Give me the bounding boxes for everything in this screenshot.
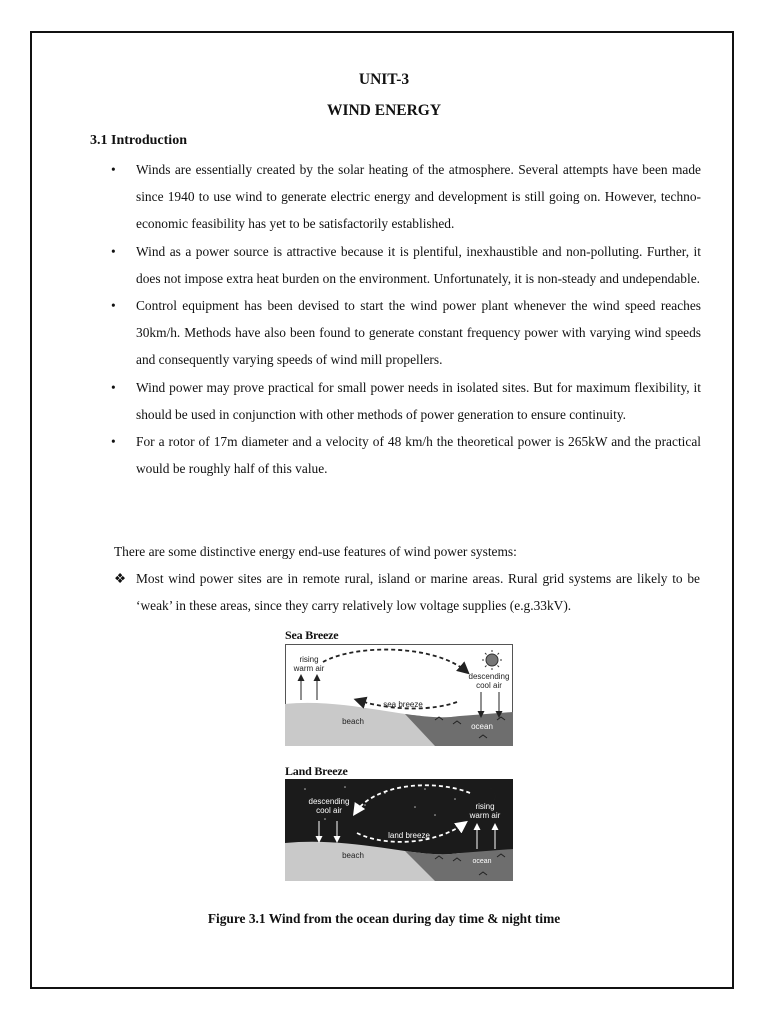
- bullet-list: [111, 156, 701, 482]
- figure-caption: Figure 3.1 Wind from the ocean during day time & night time: [207, 911, 561, 926]
- feature-item: [114, 565, 700, 619]
- section-heading: 3.1 Introduction: [90, 133, 187, 148]
- sea-breeze-title: Sea Breeze: [285, 628, 339, 642]
- bullet-text: Wind as a power source is attractive because it is plentiful, inexhaustible and non-polluting. Further, it does not impose extra heat burden on the environment. Unfortunately, it is non-steady and undependable.: [136, 243, 701, 286]
- warm-air-label: warm air: [469, 811, 501, 820]
- bullet-text: Control equipment has been devised to start the wind power plant whenever the wind speed reaches 30km/h. Methods have also been found to generate constant frequency power with varying wind speeds and consequently varying speeds of wind mill propellers.: [136, 298, 701, 368]
- rising-label: rising: [299, 655, 319, 664]
- land-breeze-diagram: [285, 779, 513, 881]
- bullet-item: [111, 292, 701, 374]
- bullet-item: [111, 238, 701, 292]
- bullet-text: Wind power may prove practical for small power needs in isolated sites. But for maximum flexibility, it should be used in conjunction with other methods of power generation to ensure continuity.: [136, 379, 701, 422]
- page-title: WIND ENERGY: [326, 102, 442, 119]
- rising-label: rising: [475, 802, 495, 811]
- ocean-label: ocean: [472, 858, 492, 865]
- bullet-text: Winds are essentially created by the solar heating of the atmosphere. Several attempts have been made since 1940 to use wind to generate electric energy and development is still going on. However, techno-economic feasibility has yet to be satisfactorily established.: [136, 162, 701, 232]
- bullet-dot: •: [111, 379, 116, 395]
- bullet-dot: •: [111, 162, 116, 177]
- bullet-item: [111, 156, 701, 238]
- bullet-dot: •: [111, 243, 116, 259]
- descending-label: descending: [468, 672, 510, 681]
- diamond-bullet-icon: ❖: [114, 571, 127, 586]
- unit-heading: UNIT-3: [358, 71, 410, 88]
- bullet-item: [111, 428, 701, 482]
- cool-air-label: cool air: [316, 806, 342, 815]
- land-breeze-title: Land Breeze: [285, 764, 348, 778]
- bullet-dot: •: [111, 434, 116, 450]
- sea-breeze-label: sea breeze: [383, 700, 423, 709]
- lead-paragraph: There are some distinctive energy end-use features of wind power systems:: [114, 544, 517, 559]
- ocean-label: ocean: [471, 722, 493, 731]
- feature-text: Most wind power sites are in remote rural, island or marine areas. Rural grid systems are likely to be ‘weak’ in these areas, since they carry relatively low voltage supplies (e.g.33kV).: [136, 571, 700, 613]
- descending-label: descending: [308, 797, 350, 806]
- warm-air-label: warm air: [293, 664, 325, 673]
- sea-breeze-diagram: [285, 644, 513, 746]
- beach-label: beach: [342, 851, 364, 860]
- bullet-dot: •: [111, 298, 116, 314]
- bullet-text: For a rotor of 17m diameter and a velocity of 48 km/h the theoretical power is 265kW and the practical would be roughly half of this value.: [136, 434, 701, 477]
- bullet-item: [111, 374, 701, 428]
- cool-air-label: cool air: [476, 681, 502, 690]
- land-breeze-label: land breeze: [388, 831, 430, 840]
- beach-label: beach: [342, 717, 364, 726]
